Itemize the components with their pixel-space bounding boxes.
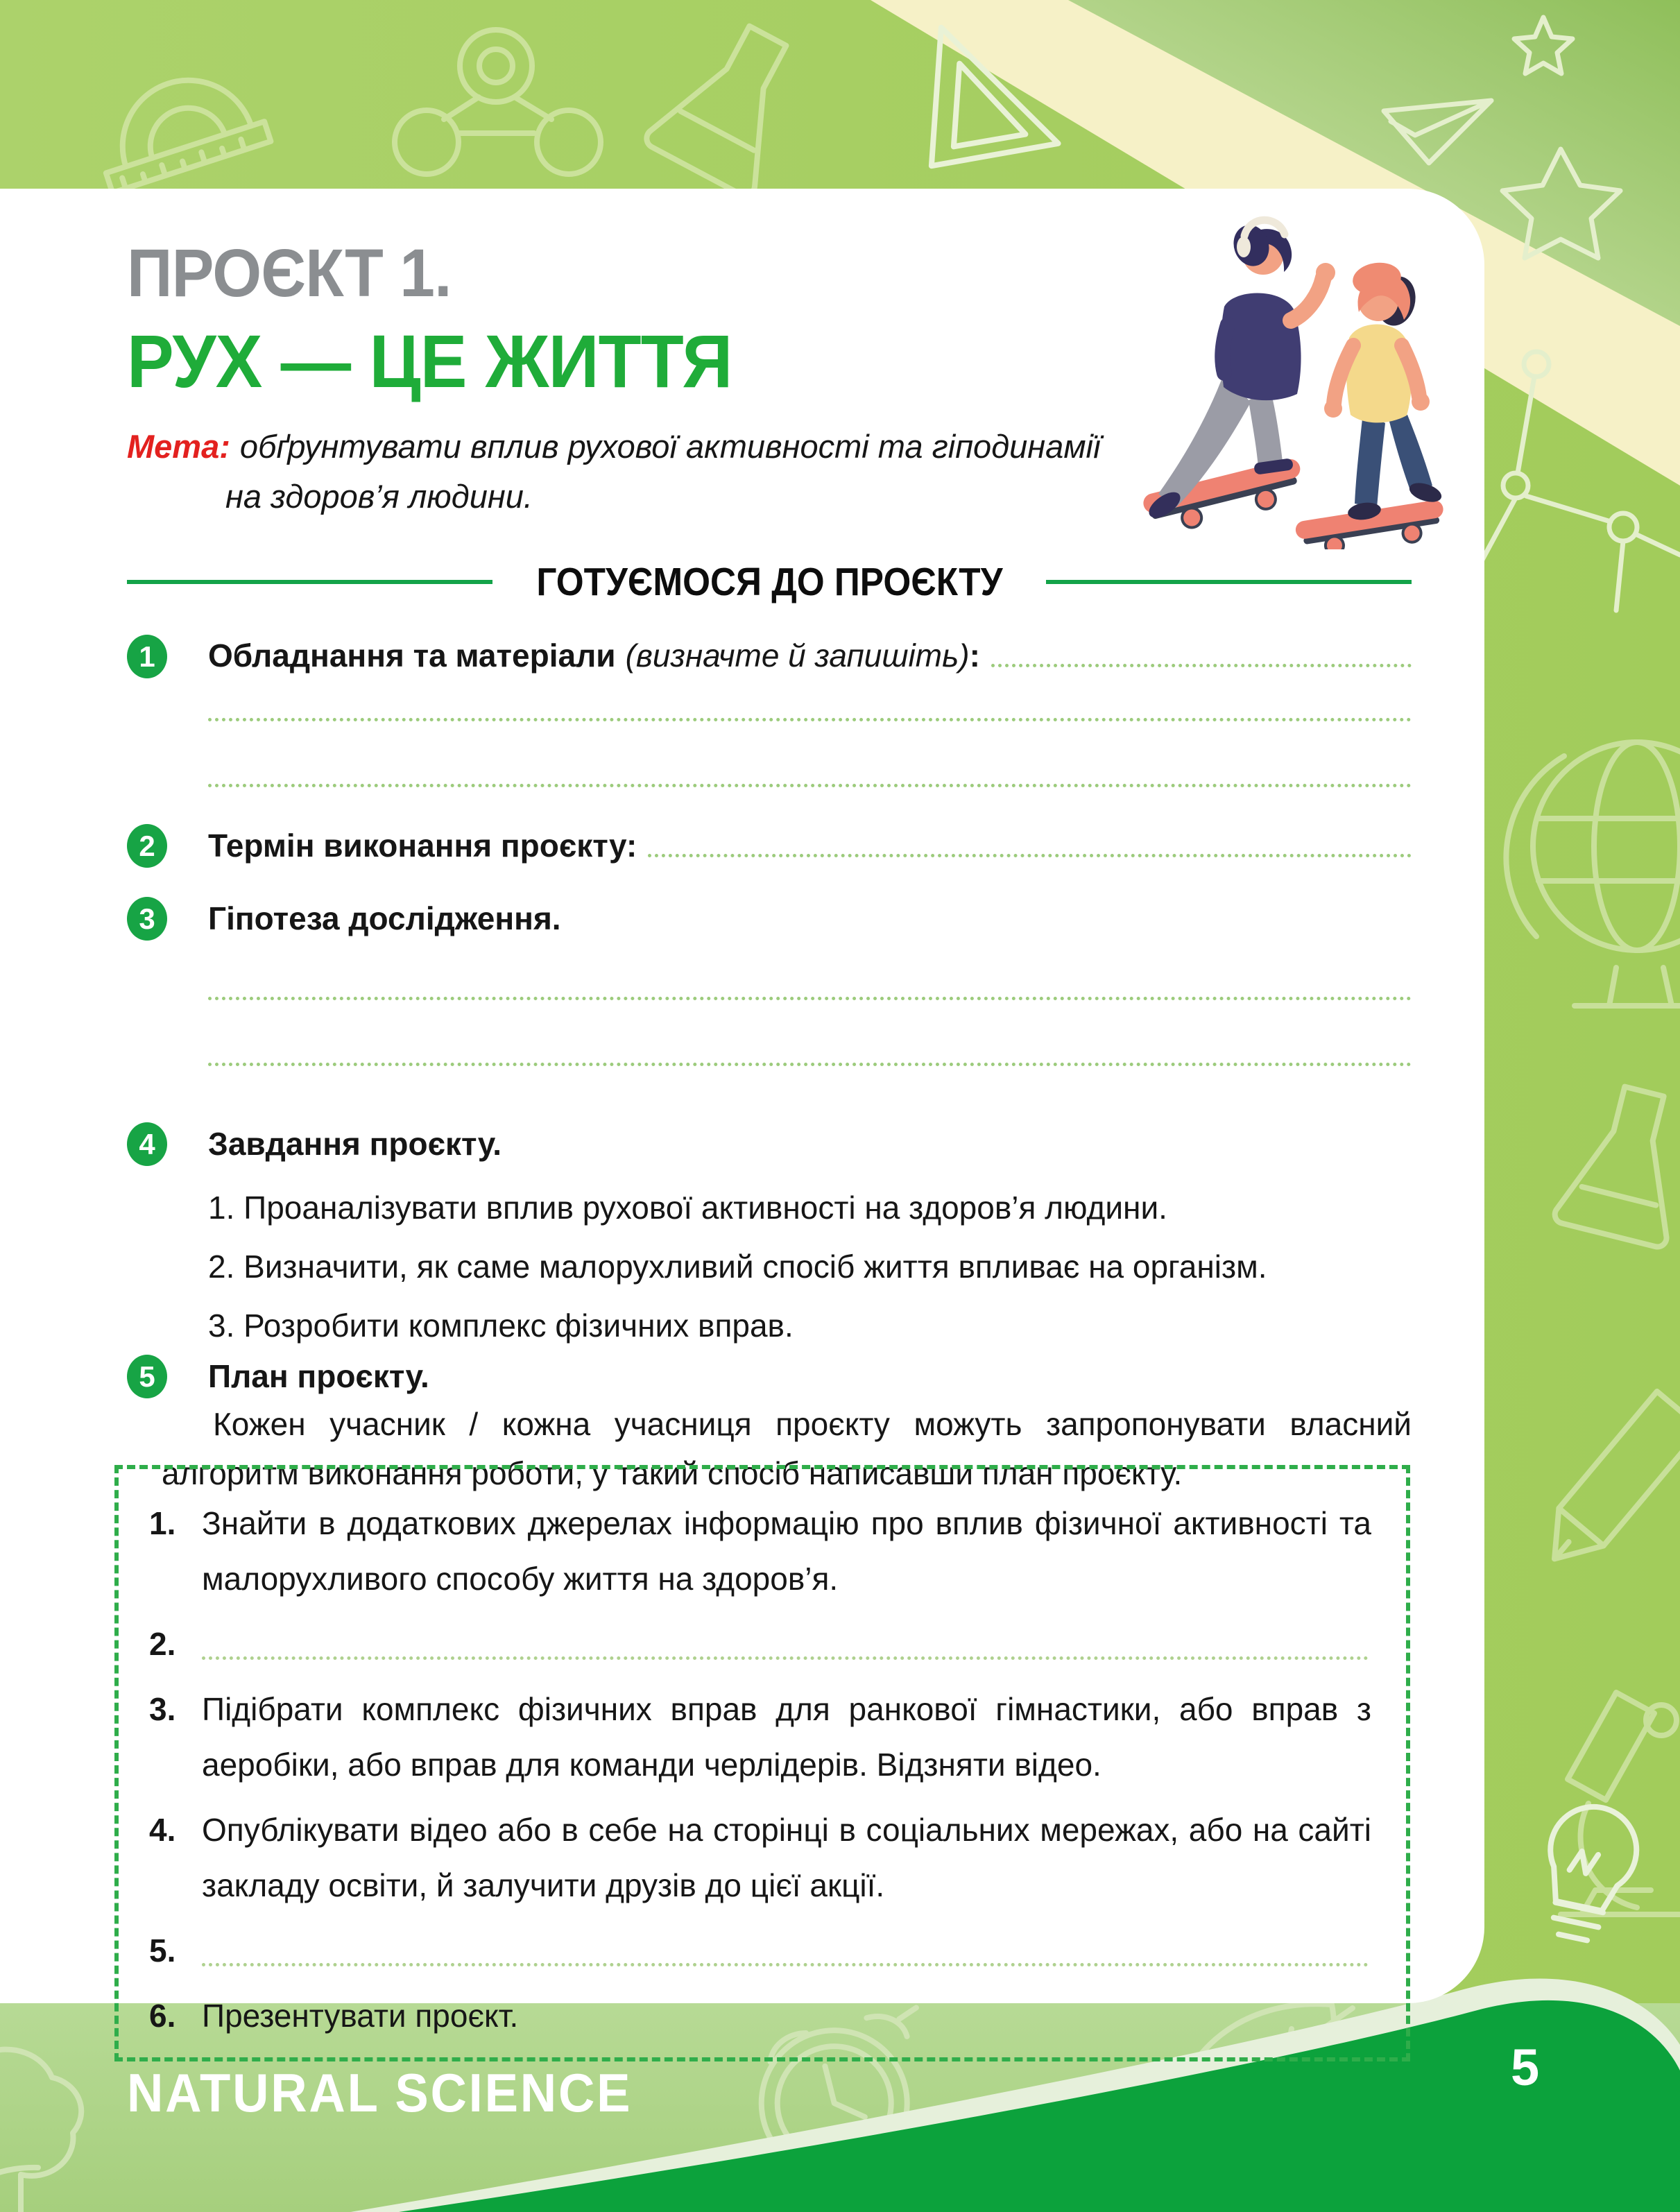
item-deadline	[208, 827, 1412, 864]
fill-in-line	[648, 854, 1412, 857]
plan-step-6	[149, 1988, 1371, 2043]
task-3: 3. Розробити комплекс фізичних вправ.	[208, 1308, 794, 1344]
fill-in-line	[202, 1616, 1369, 1660]
goal-text-line1: обґрунтувати вплив рухової активності та гіподинамії	[239, 428, 1101, 465]
plan-step-text: Опублікувати відео або в себе на сторінці в соціальних мережах, або на сайті закладу освіти, й залучити друзів до цієї акції.	[202, 1812, 1371, 1903]
plan-step-number: 6.	[149, 1998, 176, 2034]
section-header-title: ГОТУЄМОСЯ ДО ПРОЄКТУ	[535, 560, 1003, 604]
item-hypothesis	[208, 900, 1412, 937]
item-tasks	[208, 1125, 1412, 1163]
item-1-badge: 1	[127, 635, 167, 678]
plan-step-2	[149, 1616, 1371, 1672]
item-2-badge: 2	[127, 824, 167, 868]
item-hypothesis-label: Гіпотеза дослідження.	[208, 900, 561, 936]
header-rule-right	[1046, 580, 1412, 584]
item-plan	[208, 1357, 1412, 1395]
fill-in-line	[208, 725, 1412, 787]
task-list	[208, 1186, 1412, 1363]
plan-step-number: 2.	[149, 1626, 176, 1662]
item-3-badge: 3	[127, 897, 167, 941]
plan-step-5	[149, 1923, 1371, 1978]
fill-in-line	[208, 659, 1412, 721]
plan-box	[114, 1465, 1410, 2061]
page-number: 5	[1511, 2039, 1540, 2096]
item-5-badge: 5	[127, 1355, 167, 1398]
task-1: 1. Проаналізувати вплив рухової активності на здоров’я людини.	[208, 1190, 1167, 1226]
plan-step-4	[149, 1802, 1371, 1913]
plan-step-number: 1.	[149, 1505, 176, 1541]
project-label: ПРОЄКТ 1.	[127, 235, 452, 311]
item-tasks-label: Завдання проєкту.	[208, 1126, 502, 1162]
plan-step-text: Презентувати проєкт.	[202, 1998, 519, 2034]
item-equipment-label: Обладнання та матеріали	[208, 637, 616, 674]
task-2: 2. Визначити, як саме малорухливий спосіб життя впливає на організм.	[208, 1249, 1267, 1285]
footer-brand: NATURAL SCIENCE	[127, 2062, 633, 2123]
section-header	[127, 559, 1412, 605]
item-deadline-label: Термін виконання проєкту:	[208, 828, 637, 864]
plan-step-text: Знайти в додаткових джерелах інформацію про вплив фізичної активності та малорухливого способу життя на здоров’я.	[202, 1505, 1371, 1597]
plan-step-text: Підібрати комплекс фізичних вправ для ранкової гімнастики, або вправ з аеробіки, або вправ для команди черлідерів. Відзняти відео.	[202, 1691, 1371, 1783]
plan-step-number: 4.	[149, 1812, 176, 1848]
item-equipment-colon: :	[969, 637, 980, 674]
item-plan-label: План проєкту.	[208, 1358, 429, 1394]
fill-in-line	[208, 938, 1412, 1000]
project-goal	[127, 422, 1209, 522]
plan-step-number: 5.	[149, 1932, 176, 1969]
goal-label: Мета:	[127, 428, 230, 465]
item-equipment-note: (визначте й запишіть)	[625, 637, 970, 674]
page-title: РУХ — ЦЕ ЖИТТЯ	[127, 319, 732, 403]
plan-step-3	[149, 1681, 1371, 1792]
plan-step-1	[149, 1495, 1371, 1606]
header-rule-left	[127, 580, 492, 584]
plan-step-number: 3.	[149, 1691, 176, 1727]
fill-in-line	[202, 1923, 1369, 1966]
plan-intro-paragraph: Кожен учасник / кожна учасниця проєкту можуть запропонувати власний алгоритм виконання роботи, у такий спосіб написавши план проєкту.	[162, 1406, 1412, 1491]
goal-text-line2: на здоров’я людини.	[225, 478, 533, 515]
item-4-badge: 4	[127, 1122, 167, 1166]
fill-in-line	[208, 1004, 1412, 1066]
